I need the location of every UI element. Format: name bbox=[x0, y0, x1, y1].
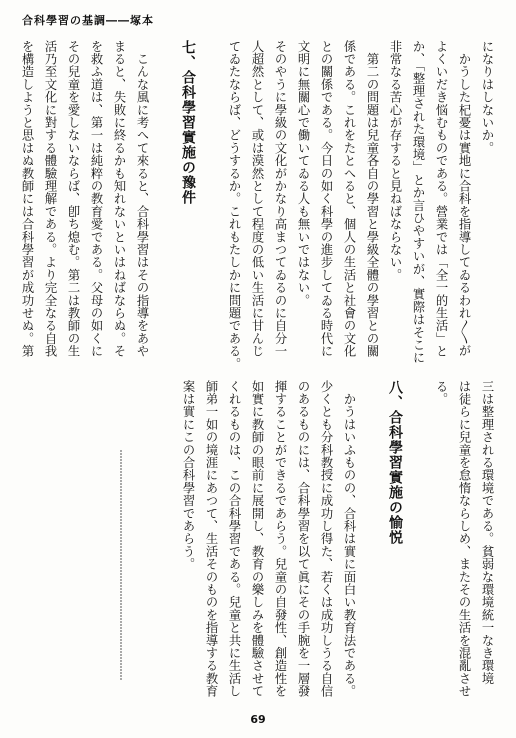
text-column-line: その兒童を愛しないならば、卽ち熄む。第二は教師の生 bbox=[66, 40, 80, 358]
text-column-line: 係である。これをたとへると、個人の生活と社會の文化 bbox=[342, 40, 356, 358]
text-column-line bbox=[153, 40, 176, 370]
text-column-line bbox=[360, 380, 383, 710]
text-column-line bbox=[199, 40, 222, 370]
text-column-line: か、「整理された環境」とか言ひやすいが、實際はそこに bbox=[411, 40, 425, 365]
text-column-line: くれるものは、この合科學習である。兒童と共に生活し bbox=[227, 380, 241, 698]
text-column-line: との關係である。今日の如く科學の進步してゐる時代に bbox=[319, 40, 333, 358]
text-column-line: こんな風に考へて來ると、合科學習はその指導をあや bbox=[135, 40, 149, 358]
section-heading: 八、合科學習實施の愉悦 bbox=[387, 380, 403, 545]
text-column-line: 揮することができるであらう。兒童の自發性、創造性を bbox=[273, 380, 287, 698]
text-column-line: 第二の問題は兒童各自の學習と學級全體の學習との關 bbox=[365, 40, 379, 358]
text-column-line: を構造しようと思はぬ教師には合科學習が成功せぬ。第 bbox=[20, 40, 34, 358]
page-number: 69 bbox=[250, 713, 266, 726]
lower-text-block bbox=[176, 380, 498, 710]
text-column-line: 如實に教師の眼前に展開し、教育の樂しみを體驗させて bbox=[250, 380, 264, 698]
text-column-line: 三は整理される環境である。貧弱な環境統一なき環境 bbox=[480, 380, 494, 685]
text-column-line: 案は實にこの合科學習であらう。 bbox=[181, 380, 195, 571]
text-column-line: のあるものには、合科學習を以て眞にその手腕を一層發 bbox=[296, 380, 310, 698]
text-column-line bbox=[406, 380, 429, 710]
text-column-line: になりはしないか。 bbox=[480, 40, 494, 155]
text-column-line: 文明に無關心で働いてゐる人も無いではない。 bbox=[296, 40, 310, 307]
text-column-line: 師弟一如の境涯にあつて、生活そのものを指導する教育 bbox=[204, 380, 218, 698]
upper-text-block bbox=[15, 40, 498, 370]
text-column-line: かうはいふものの、合科は實に面白い教育法である。 bbox=[342, 380, 356, 698]
text-column-line: 活乃至文化に對する體驗理解である。より完全なる自我 bbox=[43, 40, 57, 358]
wavy-divider-line bbox=[120, 450, 122, 680]
text-column-line: 人超然として、或は漠然として程度の低い生活に甘んじ bbox=[250, 40, 264, 358]
section-heading: 七、合科學習實施の豫件 bbox=[180, 40, 196, 205]
text-column-line: そのやうに學級の文化がかなり高まつてゐるのに自分一 bbox=[273, 40, 287, 358]
text-column-line: を救ふ道は、第一は純粹の教育愛である。父母の如くに bbox=[89, 40, 103, 358]
text-column-line: は徒らに兒童を怠惰ならしめ、またその生活を混亂させ bbox=[457, 380, 471, 698]
text-column-line: よくいだき悩むものである。營業では「全一的生活」と bbox=[434, 40, 448, 358]
text-column-line: かうした杞憂は實地に合科を指導してゐるわれ〳〵が bbox=[457, 40, 471, 358]
running-header: 合科學習の基調――塚本 bbox=[22, 14, 154, 27]
text-column-line: 非常なる苦心が存すると見ねばならない。 bbox=[388, 40, 402, 282]
text-column-line: まると、失敗に終るかも知れないといはねばならぬ。そ bbox=[112, 40, 126, 358]
text-column-line: てゐたならば、どうするか。これもたしかに問題である。 bbox=[227, 40, 241, 371]
text-column-line: 少くとも分科教授に成功し得た、若くは成功しうる自信 bbox=[319, 380, 333, 698]
text-column-line: る。 bbox=[434, 380, 448, 406]
